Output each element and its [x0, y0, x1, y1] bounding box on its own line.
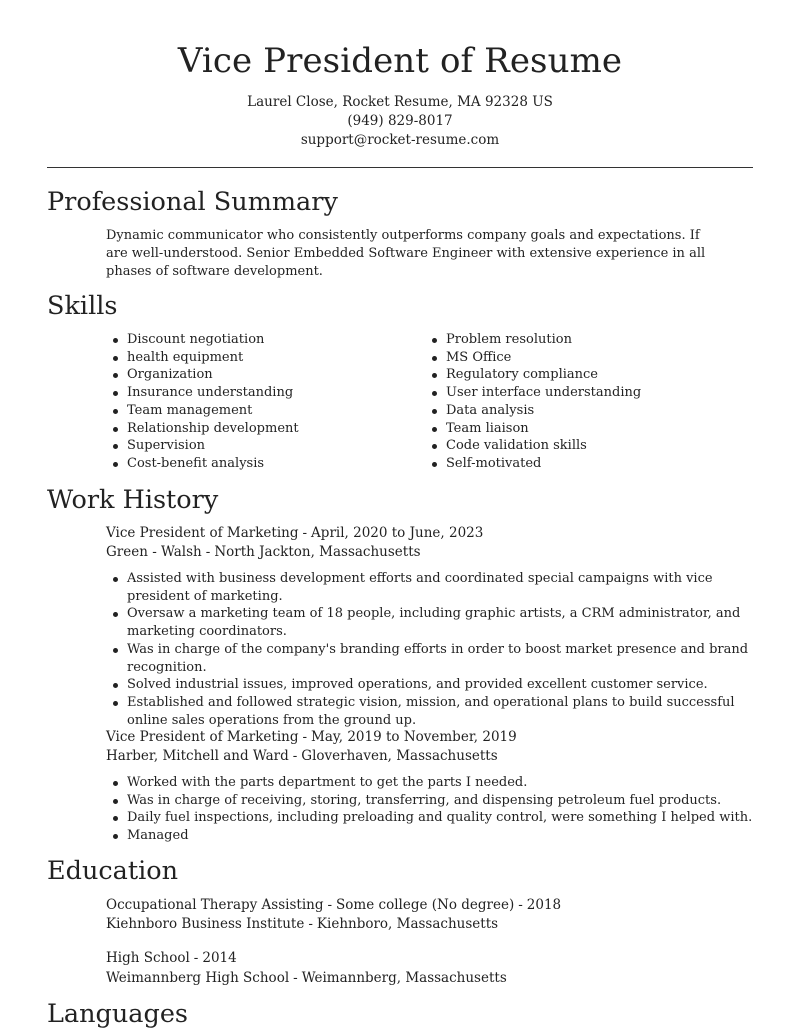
- job-company: Harber, Mitchell and Ward: [106, 748, 289, 764]
- job-2-heading: Vice President of Marketing - May, 2019 to November, 2019: [106, 729, 517, 745]
- education-year: 2018: [526, 897, 562, 913]
- school-name: Weimannberg High School: [106, 970, 290, 986]
- job-location: North Jackton, Massachusetts: [214, 544, 421, 560]
- section-title-education: Education: [47, 856, 179, 886]
- duty-item: Oversaw a marketing team of 18 people, including graphic artists, a CRM administrator, and marketing coordinators.: [106, 605, 756, 640]
- job-dates: May, 2019 to November, 2019: [311, 729, 517, 745]
- contact-address: Laurel Close, Rocket Resume, MA 92328 US: [247, 94, 553, 110]
- school-location: Kiehnboro, Massachusetts: [316, 916, 499, 932]
- skill-item: Supervision: [106, 437, 406, 455]
- section-title-skills: Skills: [47, 291, 118, 321]
- job-2-employer: Harber, Mitchell and Ward - Gloverhaven, Massachusetts: [106, 748, 498, 764]
- education-1-school: Kiehnboro Business Institute - Kiehnboro, Massachusetts: [106, 916, 499, 932]
- skill-item: Relationship development: [106, 420, 406, 438]
- skill-item: Problem resolution: [425, 331, 725, 349]
- job-role: Vice President of Marketing: [106, 525, 299, 541]
- skill-item: Data analysis: [425, 402, 725, 420]
- skill-item: Regulatory compliance: [425, 366, 725, 384]
- skill-item: Team liaison: [425, 420, 725, 438]
- skill-item: Self-motivated: [425, 455, 725, 473]
- job-1-duties: [106, 570, 756, 729]
- education-1-heading: Occupational Therapy Assisting - Some college (No degree) - 2018: [106, 897, 562, 913]
- job-1-heading: Vice President of Marketing - April, 2020 to June, 2023: [106, 525, 484, 541]
- education-year: 2014: [202, 950, 237, 966]
- education-program: Occupational Therapy Assisting: [106, 897, 324, 913]
- duty-item: Daily fuel inspections, including preloading and quality control, were something I helped with.: [106, 809, 756, 827]
- education-program: High School: [106, 950, 190, 966]
- education-2-school: Weimannberg High School - Weimannberg, Massachusetts: [106, 970, 507, 986]
- duty-item: Solved industrial issues, improved operations, and provided excellent customer service.: [106, 676, 756, 694]
- school-name: Kiehnboro Business Institute: [106, 916, 305, 932]
- duty-item: Assisted with business development efforts and coordinated special campaigns with vice president of marketing.: [106, 570, 756, 605]
- education-2-heading: High School - 2014: [106, 950, 237, 966]
- summary-text: Dynamic communicator who consistently outperforms company goals and expectations. If are well-understood. Senior Embedded Software Engineer with extensive experience in all phases of software development.: [106, 228, 706, 279]
- skill-item: health equipment: [106, 349, 406, 367]
- section-title-summary: Professional Summary: [47, 187, 338, 217]
- duty-item: Worked with the parts department to get the parts I needed.: [106, 774, 756, 792]
- duty-item: Was in charge of the company's branding efforts in order to boost market presence and brand recognition.: [106, 641, 756, 676]
- duty-item: Was in charge of receiving, storing, transferring, and dispensing petroleum fuel products.: [106, 792, 756, 810]
- skill-item: Insurance understanding: [106, 384, 406, 402]
- contact-email[interactable]: support@rocket-resume.com: [300, 132, 500, 148]
- skill-item: Organization: [106, 366, 406, 384]
- duty-item: Managed: [106, 827, 756, 845]
- job-2-duties: [106, 774, 756, 845]
- skill-item: MS Office: [425, 349, 725, 367]
- skills-list-left: [106, 331, 406, 473]
- contact-phone: (949) 829-8017: [347, 113, 453, 129]
- duty-item: Established and followed strategic vision, mission, and operational plans to build successful online sales operations from the ground up.: [106, 694, 756, 729]
- school-location: Weimannberg, Massachusetts: [301, 970, 507, 986]
- skill-item: User interface understanding: [425, 384, 725, 402]
- job-dates: April, 2020 to June, 2023: [311, 525, 484, 541]
- skill-item: Discount negotiation: [106, 331, 406, 349]
- job-role: Vice President of Marketing: [106, 729, 299, 745]
- skill-item: Team management: [106, 402, 406, 420]
- job-location: Gloverhaven, Massachusetts: [301, 748, 498, 764]
- section-title-work: Work History: [47, 485, 219, 515]
- section-title-languages: Languages: [47, 999, 189, 1029]
- job-1-employer: Green - Walsh - North Jackton, Massachusetts: [106, 544, 421, 560]
- header-divider: [47, 167, 753, 168]
- skill-item: Code validation skills: [425, 437, 725, 455]
- resume-title: Vice President of Resume: [177, 41, 623, 81]
- education-degree: Some college (No degree): [336, 897, 515, 913]
- job-company: Green - Walsh: [106, 544, 202, 560]
- skill-item: Cost-benefit analysis: [106, 455, 406, 473]
- skills-list-right: [425, 331, 725, 473]
